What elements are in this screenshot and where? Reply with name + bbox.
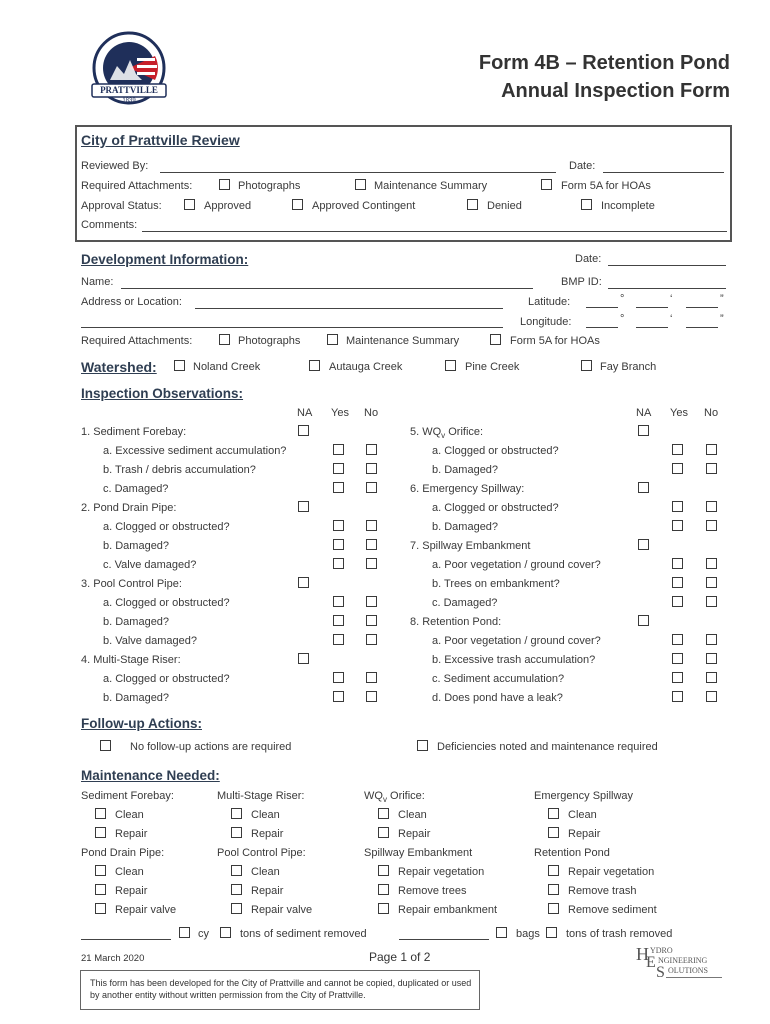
address-label: Address or Location: [81,296,182,308]
maint-item-label-5-2: Repair valve [251,904,313,916]
right-item-13: c. Sediment accumulation? [432,673,565,685]
maint-item-label-6-2: Repair embankment [398,904,498,916]
right-item-0-text: 5. WQ [410,426,442,438]
maint-checkbox-4-1[interactable] [95,884,106,895]
cy-checkbox[interactable] [179,927,190,938]
dev-maint-summary-label: Maintenance Summary [346,335,460,347]
maint-checkbox-1-1[interactable] [231,827,242,838]
right-no-checkbox-9[interactable] [706,596,717,607]
address-field-line2[interactable] [81,327,503,328]
dev-photographs-checkbox[interactable] [219,334,230,345]
dev-form5a-checkbox[interactable] [490,334,501,345]
right-item-8: b. Trees on embankment? [432,578,560,590]
maint-item-label-5-1: Repair [251,885,284,897]
maint-checkbox-7-1[interactable] [548,884,559,895]
right-na-checkbox-6[interactable] [638,539,649,550]
name-label: Name: [81,276,114,288]
right-na-checkbox-3[interactable] [638,482,649,493]
right-item-12: b. Excessive trash accumulation? [432,654,596,666]
denied-checkbox[interactable] [467,199,478,210]
left-no-checkbox-3[interactable] [366,482,377,493]
maint-item-label-1-0: Clean [251,809,280,821]
maint-item-label-1-1: Repair [251,828,284,840]
right-no-checkbox-5[interactable] [706,520,717,531]
left-col-yes-header: Yes [331,407,349,419]
longitude-min-symbol: ‘ [670,313,673,325]
maint-group-title-7: Retention Pond [534,847,610,859]
footer-notice: This form has been developed for the City of Prattville and cannot be copied, duplicated or used by another entity without written permission from the City of Prattville. [90,978,472,1000]
maint-item-label-7-1: Remove trash [568,885,637,897]
review-attachments-label: Required Attachments: [81,180,193,192]
inspection-heading: Inspection Observations: [81,386,244,401]
sediment-removed-checkbox[interactable] [220,927,231,938]
maint-title-subscript: v [382,795,387,805]
left-item-10: b. Damaged? [103,616,170,628]
form-title-line2: Annual Inspection Form [501,80,730,102]
right-item-7: a. Poor vegetation / ground cover? [432,559,601,571]
right-yes-checkbox-13[interactable] [672,672,683,683]
review-date-label: Date: [569,160,596,172]
left-item-7: c. Valve damaged? [103,559,197,571]
left-item-1: a. Excessive sediment accumulation? [103,445,287,457]
maint-checkbox-0-0[interactable] [95,808,106,819]
right-no-checkbox-13[interactable] [706,672,717,683]
review-photographs-label: Photographs [238,180,301,192]
review-maint-summary-label: Maintenance Summary [374,180,488,192]
incomplete-checkbox[interactable] [581,199,592,210]
approved-contingent-checkbox[interactable] [292,199,303,210]
right-no-checkbox-11[interactable] [706,634,717,645]
right-no-checkbox-1[interactable] [706,444,717,455]
review-heading: City of Prattville Review [81,132,240,148]
right-item-5: b. Damaged? [432,521,499,533]
reviewed-by-field[interactable] [160,172,556,173]
maint-checkbox-3-1[interactable] [548,827,559,838]
left-yes-checkbox-1[interactable] [333,444,344,455]
maint-group-title-2 [364,790,425,804]
left-item-0: 1. Sediment Forebay: [81,426,187,438]
right-item-0 [410,426,483,440]
left-no-checkbox-10[interactable] [366,615,377,626]
longitude-sec-field[interactable] [686,327,718,328]
maint-item-label-3-1: Repair [568,828,601,840]
name-field[interactable] [121,288,533,289]
maint-checkbox-4-0[interactable] [95,865,106,876]
left-yes-checkbox-2[interactable] [333,463,344,474]
footer-page-number: Page 1 of 2 [369,950,431,964]
address-field[interactable] [195,308,503,309]
bags-field[interactable] [399,939,489,940]
right-col-yes-header: Yes [670,407,688,419]
reviewed-by-label: Reviewed By: [81,160,149,172]
right-item-14: d. Does pond have a leak? [432,692,563,704]
longitude-min-field[interactable] [636,327,668,328]
left-no-checkbox-2[interactable] [366,463,377,474]
approval-status-label: Approval Status: [81,200,162,212]
left-yes-checkbox-7[interactable] [333,558,344,569]
left-yes-checkbox-10[interactable] [333,615,344,626]
maint-checkbox-5-0[interactable] [231,865,242,876]
bags-label: bags [516,928,540,940]
no-followup-label: No follow-up actions are required [130,741,292,753]
maint-checkbox-4-2[interactable] [95,903,106,914]
followup-heading: Follow-up Actions: [81,716,202,731]
review-form5a-label: Form 5A for HOAs [561,180,651,192]
maint-group-title-4: Pond Drain Pipe: [81,847,165,859]
maint-item-label-4-2: Repair valve [115,904,177,916]
maint-item-label-4-1: Repair [115,885,148,897]
right-yes-checkbox-11[interactable] [672,634,683,645]
left-no-checkbox-13[interactable] [366,672,377,683]
bags-checkbox[interactable] [496,927,507,938]
right-no-checkbox-2[interactable] [706,463,717,474]
incomplete-label: Incomplete [601,200,655,212]
latitude-label: Latitude: [528,296,571,308]
right-yes-checkbox-5[interactable] [672,520,683,531]
left-na-checkbox-12[interactable] [298,653,309,664]
dev-date-label: Date: [575,253,602,265]
right-yes-checkbox-2[interactable] [672,463,683,474]
left-yes-checkbox-11[interactable] [333,634,344,645]
approved-contingent-label: Approved Contingent [312,200,416,212]
longitude-deg-field[interactable] [586,327,618,328]
left-no-checkbox-14[interactable] [366,691,377,702]
maint-checkbox-2-1[interactable] [378,827,389,838]
right-yes-checkbox-14[interactable] [672,691,683,702]
left-na-checkbox-0[interactable] [298,425,309,436]
left-item-5: a. Clogged or obstructed? [103,521,230,533]
maint-title-text: WQ [364,790,383,802]
latitude-min-field[interactable] [636,307,668,308]
review-form5a-checkbox[interactable] [541,179,552,190]
left-item-4: 2. Pond Drain Pipe: [81,502,177,514]
left-no-checkbox-9[interactable] [366,596,377,607]
watershed-fay-branch-checkbox[interactable] [581,360,592,371]
dev-form5a-label: Form 5A for HOAs [510,335,600,347]
maint-title-after: Orifice: [386,790,425,802]
latitude-deg-symbol: ° [620,293,625,305]
trash-removed-label: tons of trash removed [566,928,673,940]
city-seal-logo [84,30,174,110]
right-yes-checkbox-7[interactable] [672,558,683,569]
dev-photographs-label: Photographs [238,335,301,347]
watershed-noland-creek-checkbox[interactable] [174,360,185,371]
watershed-fay-branch-label: Fay Branch [600,361,657,373]
right-yes-checkbox-8[interactable] [672,577,683,588]
maint-item-label-2-1: Repair [398,828,431,840]
sediment-removed-label: tons of sediment removed [240,928,367,940]
left-item-3: c. Damaged? [103,483,169,495]
left-item-13: a. Clogged or obstructed? [103,673,230,685]
maint-item-label-4-0: Clean [115,866,144,878]
review-maint-summary-checkbox[interactable] [355,179,366,190]
left-no-checkbox-7[interactable] [366,558,377,569]
maintenance-heading: Maintenance Needed: [81,768,220,783]
right-na-checkbox-10[interactable] [638,615,649,626]
right-item-6: 7. Spillway Embankment [410,540,531,552]
deficiencies-checkbox[interactable] [417,740,428,751]
maint-group-title-3: Emergency Spillway [534,790,634,802]
longitude-sec-symbol: ” [720,313,724,325]
maint-item-label-6-1: Remove trees [398,885,467,897]
maint-checkbox-1-0[interactable] [231,808,242,819]
right-no-checkbox-7[interactable] [706,558,717,569]
right-yes-checkbox-4[interactable] [672,501,683,512]
maint-group-title-5: Pool Control Pipe: [217,847,306,859]
right-col-no-header: No [704,407,719,419]
maint-checkbox-6-0[interactable] [378,865,389,876]
maint-checkbox-6-1[interactable] [378,884,389,895]
left-col-no-header: No [364,407,379,419]
maint-item-label-7-0: Repair vegetation [568,866,655,878]
bmp-id-label: BMP ID: [561,276,602,288]
right-item-9: c. Damaged? [432,597,498,609]
form-title-line1: Form 4B – Retention Pond [478,52,730,74]
left-item-14: b. Damaged? [103,692,170,704]
left-item-2: b. Trash / debris accumulation? [103,464,256,476]
comments-label: Comments: [81,219,138,231]
left-item-11: b. Valve damaged? [103,635,197,647]
right-item-1: a. Clogged or obstructed? [432,445,559,457]
left-no-checkbox-1[interactable] [366,444,377,455]
right-item-0-subscript: v [441,431,446,441]
right-yes-checkbox-12[interactable] [672,653,683,664]
dev-date-field[interactable] [608,265,726,266]
watershed-pine-creek-checkbox[interactable] [445,360,456,371]
hydro-engineering-logo: H YDRO E NGINEERING S OLUTIONS [636,944,726,980]
left-na-checkbox-8[interactable] [298,577,309,588]
maint-item-label-2-0: Clean [398,809,427,821]
maint-group-title-0: Sediment Forebay: [81,790,174,802]
right-no-checkbox-14[interactable] [706,691,717,702]
watershed-autauga-creek-label: Autauga Creek [329,361,403,373]
right-col-na-header: NA [636,407,652,419]
maint-item-label-7-2: Remove sediment [568,904,657,916]
sediment-cy-field[interactable] [81,939,171,940]
cy-label: cy [198,928,209,940]
no-followup-checkbox[interactable] [100,740,111,751]
maint-item-label-3-0: Clean [568,809,597,821]
latitude-sec-field[interactable] [686,307,718,308]
maint-item-label-5-0: Clean [251,866,280,878]
approved-label: Approved [204,200,252,212]
bmp-id-field[interactable] [608,288,726,289]
deficiencies-label: Deficiencies noted and maintenance required [437,741,658,753]
dev-attachments-label: Required Attachments: [81,335,193,347]
maint-checkbox-6-2[interactable] [378,903,389,914]
longitude-deg-symbol: ° [620,313,625,325]
right-na-checkbox-0[interactable] [638,425,649,436]
right-no-checkbox-8[interactable] [706,577,717,588]
left-item-9: a. Clogged or obstructed? [103,597,230,609]
maint-checkbox-2-0[interactable] [378,808,389,819]
right-item-11: a. Poor vegetation / ground cover? [432,635,601,647]
right-item-4: a. Clogged or obstructed? [432,502,559,514]
logo-year: 1839 [122,98,136,104]
left-item-8: 3. Pool Control Pipe: [81,578,182,590]
maint-item-label-6-0: Repair vegetation [398,866,485,878]
maint-checkbox-7-0[interactable] [548,865,559,876]
right-yes-checkbox-1[interactable] [672,444,683,455]
right-item-3: 6. Emergency Spillway: [410,483,525,495]
watershed-autauga-creek-checkbox[interactable] [309,360,320,371]
left-no-checkbox-6[interactable] [366,539,377,550]
latitude-min-symbol: ‘ [670,293,673,305]
watershed-noland-creek-label: Noland Creek [193,361,261,373]
left-yes-checkbox-14[interactable] [333,691,344,702]
review-photographs-checkbox[interactable] [219,179,230,190]
latitude-sec-symbol: ” [720,293,724,305]
left-yes-checkbox-5[interactable] [333,520,344,531]
maint-item-label-0-1: Repair [115,828,148,840]
longitude-label: Longitude: [520,316,572,328]
watershed-pine-creek-label: Pine Creek [465,361,520,373]
dev-maint-summary-checkbox[interactable] [327,334,338,345]
footer-date: 21 March 2020 [81,953,145,964]
denied-label: Denied [487,200,522,212]
right-no-checkbox-4[interactable] [706,501,717,512]
maint-checkbox-3-0[interactable] [548,808,559,819]
comments-field[interactable] [142,231,727,232]
trash-removed-checkbox[interactable] [546,927,557,938]
left-no-checkbox-11[interactable] [366,634,377,645]
left-yes-checkbox-13[interactable] [333,672,344,683]
maint-checkbox-0-1[interactable] [95,827,106,838]
right-item-10: 8. Retention Pond: [410,616,502,628]
maint-group-title-6: Spillway Embankment [364,847,473,859]
maint-group-title-1: Multi-Stage Riser: [217,790,305,802]
approved-checkbox[interactable] [184,199,195,210]
left-no-checkbox-5[interactable] [366,520,377,531]
latitude-deg-field[interactable] [586,307,618,308]
right-no-checkbox-12[interactable] [706,653,717,664]
logo-city-name: PRATTVILLE [100,85,158,95]
left-na-checkbox-4[interactable] [298,501,309,512]
watershed-label: Watershed: [81,359,157,375]
right-item-0-after: Orifice: [445,426,484,438]
review-date-field[interactable] [603,172,724,173]
maint-checkbox-5-1[interactable] [231,884,242,895]
left-item-12: 4. Multi-Stage Riser: [81,654,181,666]
maint-checkbox-5-2[interactable] [231,903,242,914]
development-heading: Development Information: [81,252,249,267]
left-yes-checkbox-3[interactable] [333,482,344,493]
right-yes-checkbox-9[interactable] [672,596,683,607]
maint-item-label-0-0: Clean [115,809,144,821]
left-item-6: b. Damaged? [103,540,170,552]
left-yes-checkbox-6[interactable] [333,539,344,550]
right-item-2: b. Damaged? [432,464,499,476]
left-yes-checkbox-9[interactable] [333,596,344,607]
left-col-na-header: NA [297,407,313,419]
maint-checkbox-7-2[interactable] [548,903,559,914]
